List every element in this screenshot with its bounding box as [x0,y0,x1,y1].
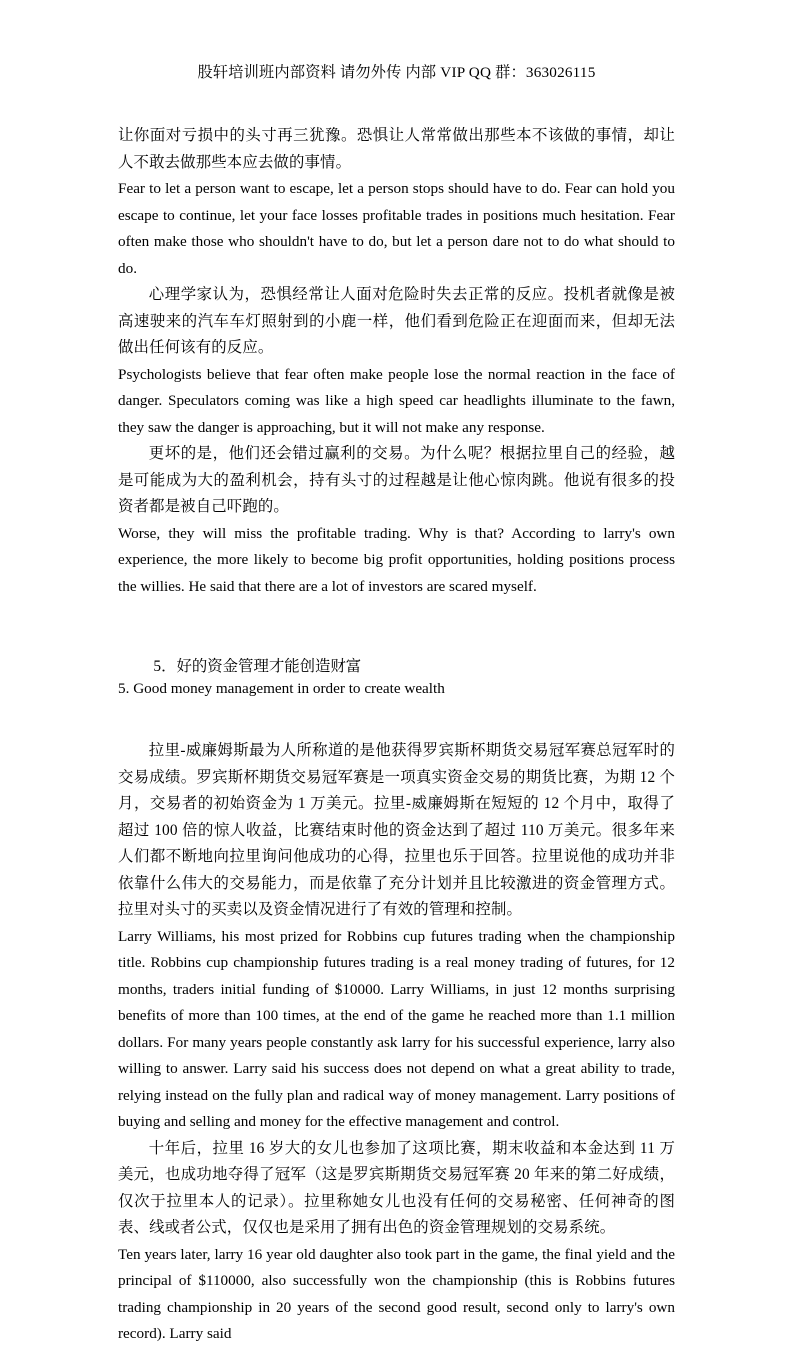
paragraph-fear-chinese: 让你面对亏损中的头寸再三犹豫。恐惧让人常常做出那些本不该做的事情，却让人不敢去做那些本应去做的事情。 [118,127,675,171]
paragraph-psychologists-chinese: 心理学家认为，恐惧经常让人面对危险时失去正常的反应。投机者就像是被高速驶来的汽车车灯照射到的小鹿一样，他们看到危险正在迎面而来，但却无法做出任何该有的反应。 [118,286,675,356]
paragraph-fear-english: Fear to let a person want to escape, let a person stops should have to do. Fear can hold you escape to continue, let your face losses profitable trades in positions much hesitation. Fear often make those who shouldn't have to do, but let a person dare not to do what should to do. [118,180,675,277]
section-heading-english: 5. Good money management in order to create wealth [118,680,445,697]
section-heading-chinese: 5．好的资金管理才能创造财富 [153,658,362,675]
paragraph-worse-chinese: 更坏的是，他们还会错过赢利的交易。为什么呢？根据拉里自己的经验，越是可能成为大的盈利机会，持有头寸的过程越是让他心惊肉跳。他说有很多的投资者都是被自己吓跑的。 [118,445,675,515]
document-header-watermark: 股轩培训班内部资料 请勿外传 内部 VIP QQ 群：363026115 [197,64,596,81]
document-content [118,0,675,1348]
paragraph-worse-english: Worse, they will miss the profitable trading. Why is that? According to larry's own experience, the more likely to become big profit opportunities, holding positions process the willies. He said that there are a lot of investors are scared myself. [118,524,675,595]
paragraph-psychologists-english: Psychologists believe that fear often make people lose the normal reaction in the face of danger. Speculators coming was like a high speed car headlights illuminate to the fawn, they saw the danger is approaching, but it will not make any response. [118,365,675,436]
paragraph-daughter-english: Ten years later, larry 16 year old daughter also took part in the game, the final yield and the principal of $110000, also successfully won the championship (this is Robbins futures trading championship in 20 years of the second good result, second only to larry's own record). Larry said [118,1245,675,1342]
paragraph-daughter-chinese: 十年后，拉里 16 岁大的女儿也参加了这项比赛，期末收益和本金达到 11 万美元，也成功地夺得了冠军（这是罗宾斯期货交易冠军赛 20 年来的第二好成绩，仅次于拉里本人的记录）。拉里称她女儿也没有任何的交易秘密、任何神奇的图表、线或者公式，仅仅也是采用了拥有出色的资金管理规划的交易系统。 [118,1139,675,1236]
paragraph-larry-chinese: 拉里-威廉姆斯最为人所称道的是他获得罗宾斯杯期货交易冠军赛总冠军时的交易成绩。罗宾斯杯期货交易冠军赛是一项真实资金交易的期货比赛，为期 12 个月，交易者的初始资金为 1 万美元。拉里-威廉姆斯在短短的 12 个月中，取得了超过 100 倍的惊人收益，比赛结束时他的资金达到了超过 110 万美元。很多年来人们都不断地向拉里询问他成功的心得，拉里也乐于回答。拉里说他的成功并非依靠什么伟大的交易能力，而是依靠了充分计划并且比较激进的资金管理方式。拉里对头寸的买卖以及资金情况进行了有效的管理和控制。 [118,742,675,918]
paragraph-larry-english: Larry Williams, his most prized for Robbins cup futures trading when the championship title. Robbins cup championship futures trading is a real money trading of futures, for 12 months, traders initial funding of $10000. Larry Williams, in just 12 months surprising benefits of more than 100 times, at the end of the game he reached more than 1.1 million dollars. For many years people constantly ask larry for his successful experience, larry also willing to answer. Larry said his success does not depend on what a great ability to trade, relying instead on the fully plan and radical way of money management. Larry positions of buying and selling and money for the effective management and control. [118,927,675,1130]
